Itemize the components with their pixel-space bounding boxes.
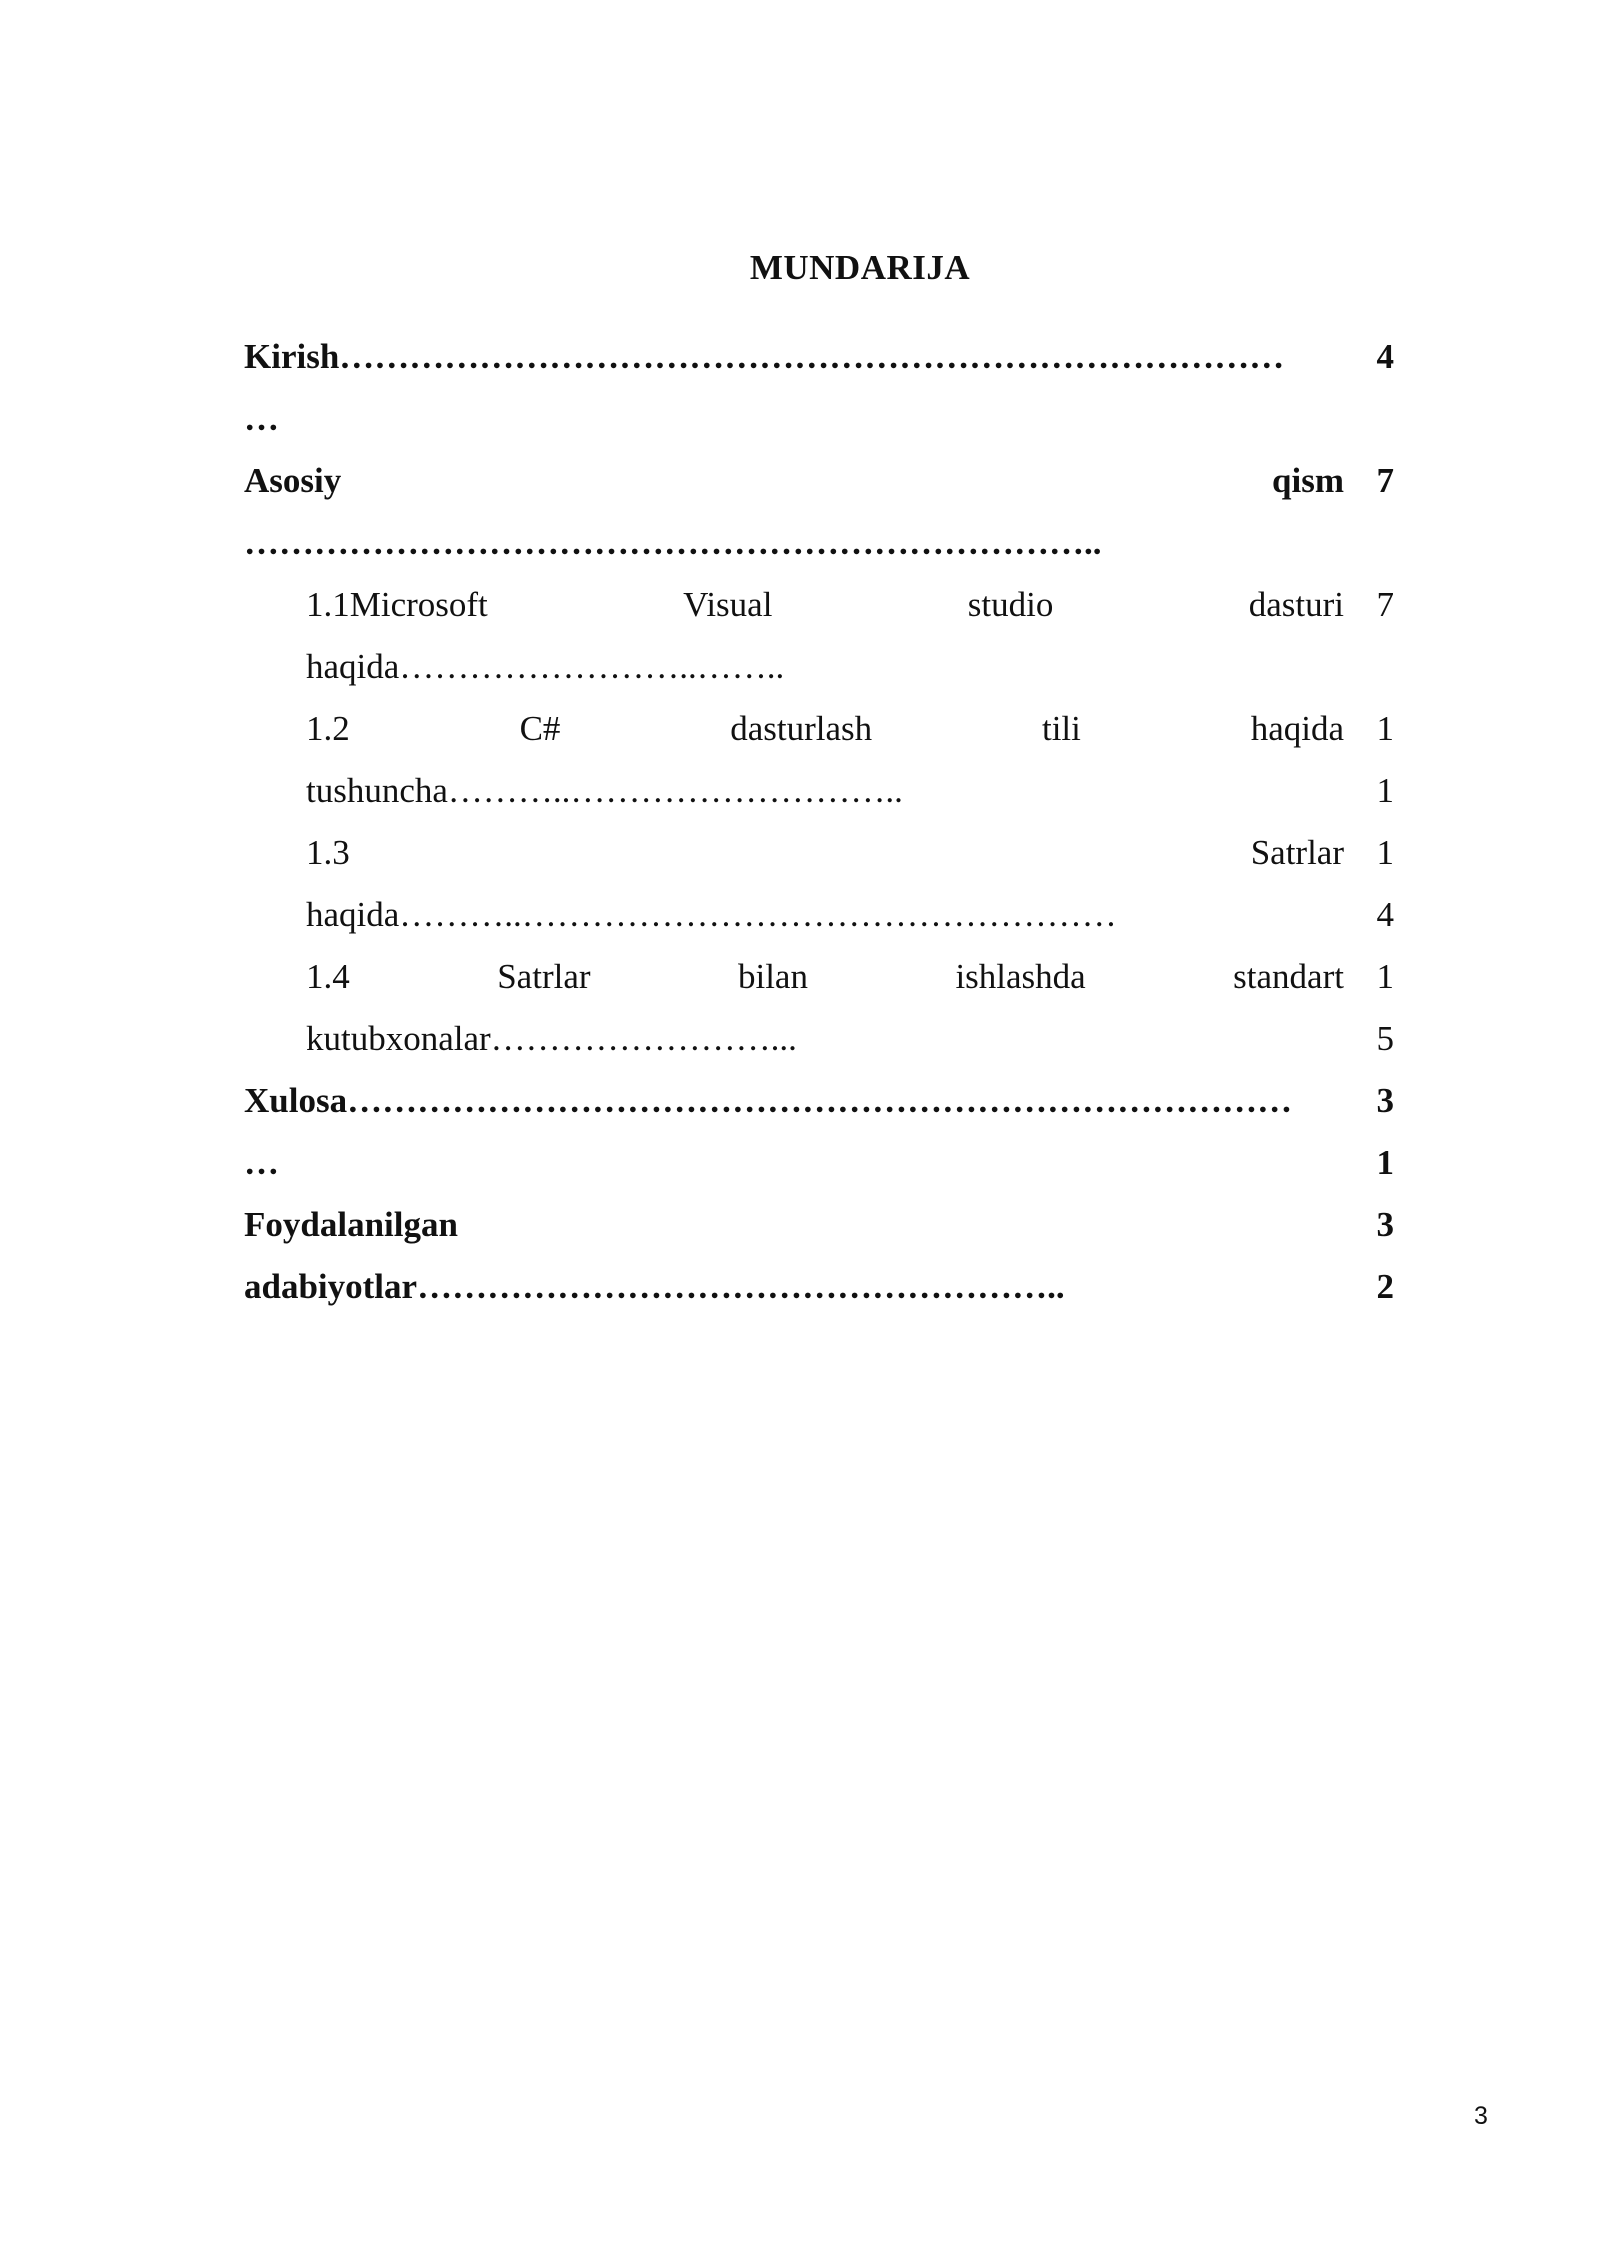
toc-word: standart (1233, 957, 1344, 996)
toc-entry[interactable] (244, 1193, 1394, 1317)
toc-word: Satrlar (1250, 833, 1344, 872)
toc-line-text (306, 1009, 1344, 1069)
toc-word: 1.3 (306, 833, 350, 872)
toc-line-text (244, 1133, 1344, 1193)
toc-word: Kirish……………………………………………………………………… (244, 337, 1285, 376)
toc-word: adabiyotlar……………………………………………….. (244, 1267, 1065, 1306)
toc-line (244, 389, 1394, 449)
toc-line (244, 1069, 1394, 1133)
toc-word: kutubxonalar……………………... (306, 1019, 797, 1058)
toc-line (244, 945, 1394, 1009)
toc-word: haqida (1250, 709, 1344, 748)
toc-page-number: 3 (1376, 1081, 1394, 1120)
toc-line (244, 1193, 1394, 1257)
toc-word: qism (1272, 461, 1344, 500)
page-number: 3 (1474, 2102, 1488, 2130)
toc-word: tili (1041, 709, 1081, 748)
toc-word: Xulosa……………………………………………………………………… (244, 1081, 1293, 1120)
toc-line (244, 1009, 1394, 1069)
toc-line-text (306, 697, 1344, 761)
toc-line-text (244, 1069, 1344, 1133)
toc-line (244, 761, 1394, 821)
toc-line-text (244, 513, 1344, 573)
toc-entry[interactable] (244, 945, 1394, 1069)
toc-line-text (306, 885, 1344, 945)
toc-word: dasturlash (730, 709, 873, 748)
toc-line (244, 821, 1394, 885)
toc-entry[interactable] (244, 1069, 1394, 1193)
toc-line-text (306, 821, 1344, 885)
toc-word: tushuncha………..……………………….. (306, 771, 903, 810)
toc-line (244, 1257, 1394, 1317)
page-title: MUNDARIJA (749, 248, 971, 287)
toc-word: 1.2 (306, 709, 350, 748)
toc-word: ishlashda (955, 957, 1086, 996)
toc-word: 1.1Microsoft (306, 585, 488, 624)
toc-page-number: 7 (1376, 585, 1394, 624)
toc-line-text (244, 1193, 1344, 1257)
toc-word: haqida………..…………………………………………… (306, 895, 1117, 934)
toc-word: studio (967, 585, 1054, 624)
table-of-contents (244, 325, 1394, 1317)
toc-line-text (244, 449, 1344, 513)
toc-line-text (306, 637, 1344, 697)
toc-word: Asosiy (244, 461, 342, 500)
toc-page-number: 1 (1376, 833, 1394, 872)
toc-word: Foydalanilgan (244, 1205, 458, 1244)
toc-line-text (306, 761, 1344, 821)
toc-word: … (244, 399, 279, 438)
toc-entry[interactable] (244, 697, 1394, 821)
toc-page-number: 1 (1376, 709, 1394, 748)
toc-line (244, 513, 1394, 573)
toc-word: ……………………………………………………………….. (244, 523, 1102, 562)
toc-word: haqida……………………..…….. (306, 647, 785, 686)
toc-word: bilan (737, 957, 808, 996)
toc-line (244, 449, 1394, 513)
toc-entry[interactable] (244, 449, 1394, 573)
toc-page-number: 3 (1376, 1205, 1394, 1244)
toc-word: Visual (683, 585, 773, 624)
toc-line (244, 573, 1394, 637)
toc-entry[interactable] (244, 821, 1394, 945)
toc-page-number: 4 (1376, 895, 1394, 934)
toc-line (244, 697, 1394, 761)
toc-page-number: 1 (1376, 1143, 1394, 1182)
toc-word: … (244, 1143, 279, 1182)
toc-page-number: 5 (1376, 1019, 1394, 1058)
toc-entry[interactable] (244, 573, 1394, 697)
toc-line (244, 325, 1394, 389)
toc-line (244, 885, 1394, 945)
toc-page-number: 1 (1376, 957, 1394, 996)
toc-line (244, 637, 1394, 697)
toc-word: C# (519, 709, 561, 748)
toc-page-number: 1 (1376, 771, 1394, 810)
toc-page-number: 4 (1376, 337, 1394, 376)
toc-line-text (306, 573, 1344, 637)
toc-entry[interactable] (244, 325, 1394, 449)
toc-word: Satrlar (497, 957, 591, 996)
toc-line-text (306, 945, 1344, 1009)
toc-line-text (244, 325, 1344, 389)
toc-word: 1.4 (306, 957, 350, 996)
toc-line-text (244, 389, 1344, 449)
toc-page-number: 7 (1376, 461, 1394, 500)
toc-line-text (244, 1257, 1344, 1317)
toc-page-number: 2 (1376, 1267, 1394, 1306)
toc-line (244, 1133, 1394, 1193)
toc-word: dasturi (1248, 585, 1344, 624)
